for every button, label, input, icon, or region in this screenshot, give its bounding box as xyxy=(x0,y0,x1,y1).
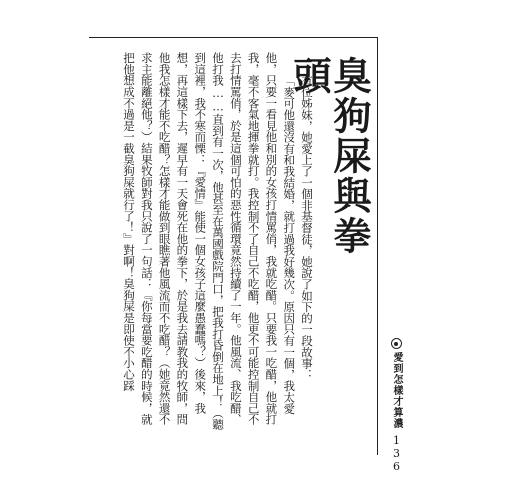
bullseye-icon xyxy=(391,338,402,349)
book-series-title: 愛到怎樣才算濃 xyxy=(391,352,402,429)
chapter-title: 臭狗屎與拳頭 xyxy=(287,56,372,256)
frame-right-rule xyxy=(377,37,378,455)
side-running-head xyxy=(389,338,403,429)
frame-top-rule xyxy=(89,37,377,38)
body-text xyxy=(83,52,315,430)
page-number: 136 xyxy=(390,434,403,473)
paragraph-2: 「麥可他還沒有和我結婚，就打過我好幾次。原因只有一個，我太愛他，只要一看見他和別的女孩打情罵俏，我就吃醋。只要我一吃醋，他就打我，毫不客氣地揮拳就打。我控制不了自己不吃醋，他更不可能控制自己不去打情罵俏，於是這個可怕的惡性循環竟然持續了一年。他風流、我吃醋、他打我……直到有一次，他甚至在萬國戲院門口，把我打昏倒在地上！（聽到這裡，我不寒而慄：『愛情』能使一個女孩子這麼愚蠢嗎？）後來，我想，再這樣下去，遲早有一天會死在他的拳下，於是我去請教我的牧師，問他我怎樣才能不吃醋？怎樣才能做到眼瞧著他風流而不吃醋？（她竟然還不求主能離絕他？）結果牧師對我只說了一句話：『你每當要吃醋的時候，就把他想成不過是一截臭狗屎就行了！』對啊！臭狗屎是即使不小心踩 xyxy=(122,52,297,430)
paragraph-1: 有位姊妹，她愛上了一個非基督徒，她說了如下的一段故事： xyxy=(300,75,314,381)
